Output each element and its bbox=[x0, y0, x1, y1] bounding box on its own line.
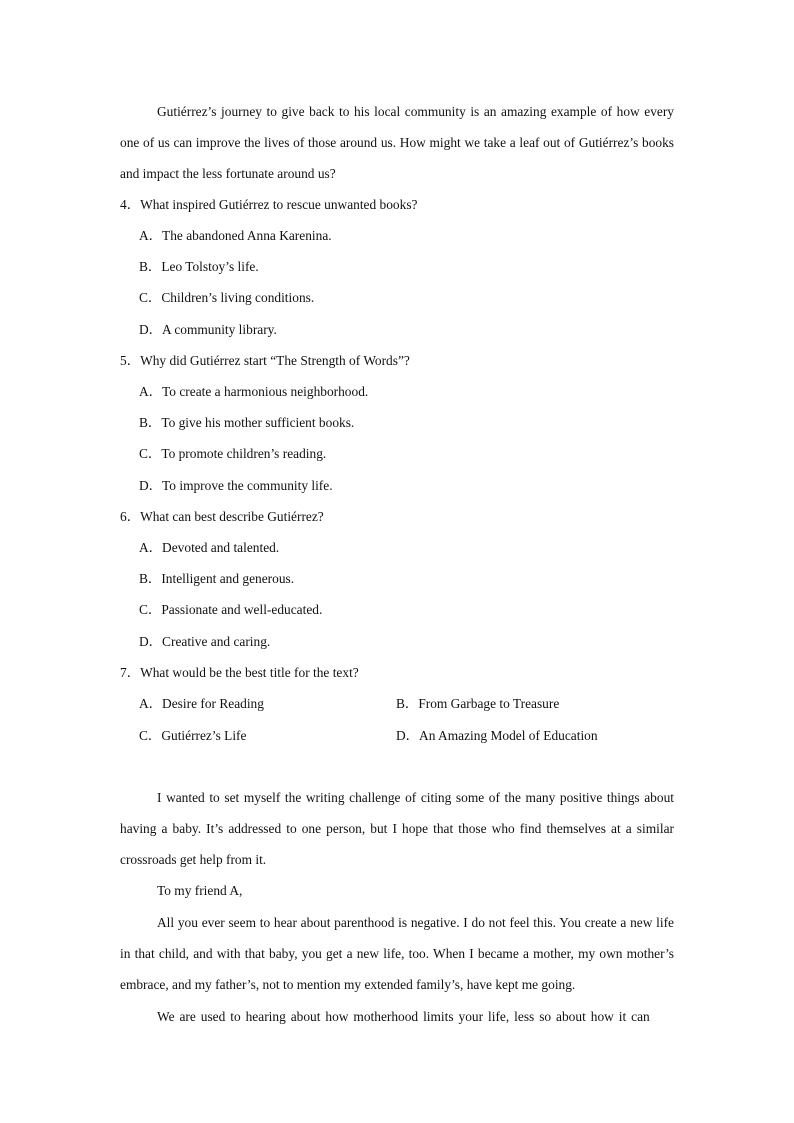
question-7: 7．What would be the best title for the text? bbox=[120, 665, 359, 680]
q6-option-b: B．Intelligent and generous. bbox=[139, 571, 295, 586]
q4-option-d: D．A community library. bbox=[139, 322, 277, 337]
q5-option-c: C．To promote children’s reading. bbox=[139, 446, 327, 461]
q6-option-c: C．Passionate and well-educated. bbox=[139, 602, 323, 617]
q6-option-d: D．Creative and caring. bbox=[139, 634, 271, 649]
passage1-paragraph: Gutiérrez’s journey to give back to his local community is an amazing example of how every one of us can improve the lives of those around us. How might we take a leaf out of Gutiérrez’s books and impact the less fortunate around us? bbox=[120, 104, 674, 182]
letter-body-paragraph-2: We are used to hearing about how motherhood limits your life, less so about how it can bbox=[157, 1009, 650, 1024]
q7-option-a: A．Desire for Reading bbox=[139, 696, 264, 711]
q7-option-c: C．Gutiérrez’s Life bbox=[139, 728, 247, 743]
q5-option-b: B．To give his mother sufficient books. bbox=[139, 415, 355, 430]
q4-option-a: A．The abandoned Anna Karenina. bbox=[139, 228, 332, 243]
letter-greeting: To my friend A, bbox=[157, 883, 243, 898]
q5-option-d: D．To improve the community life. bbox=[139, 478, 333, 493]
q6-option-a: A．Devoted and talented. bbox=[139, 540, 280, 555]
question-6: 6．What can best describe Gutiérrez? bbox=[120, 509, 324, 524]
question-5: 5．Why did Gutiérrez start “The Strength of Words”? bbox=[120, 353, 410, 368]
q7-option-b: B．From Garbage to Treasure bbox=[396, 696, 560, 711]
q4-option-b: B．Leo Tolstoy’s life. bbox=[139, 259, 259, 274]
q5-option-a: A．To create a harmonious neighborhood. bbox=[139, 384, 369, 399]
q7-option-d: D．An Amazing Model of Education bbox=[396, 728, 598, 743]
question-4: 4．What inspired Gutiérrez to rescue unwanted books? bbox=[120, 197, 418, 212]
letter-body-paragraph-1: All you ever seem to hear about parenthood is negative. I do not feel this. You create a new life in that child, and with that baby, you get a new life, too. When I became a mother, my own mother’s embrace, and my father’s, not to mention my extended family’s, have kept me going. bbox=[120, 915, 674, 993]
q4-option-c: C．Children’s living conditions. bbox=[139, 290, 315, 305]
passage2-intro: I wanted to set myself the writing challenge of citing some of the many positive things about having a baby. It’s addressed to one person, but I hope that those who find themselves at a similar crossroads get help from it. bbox=[120, 790, 674, 868]
